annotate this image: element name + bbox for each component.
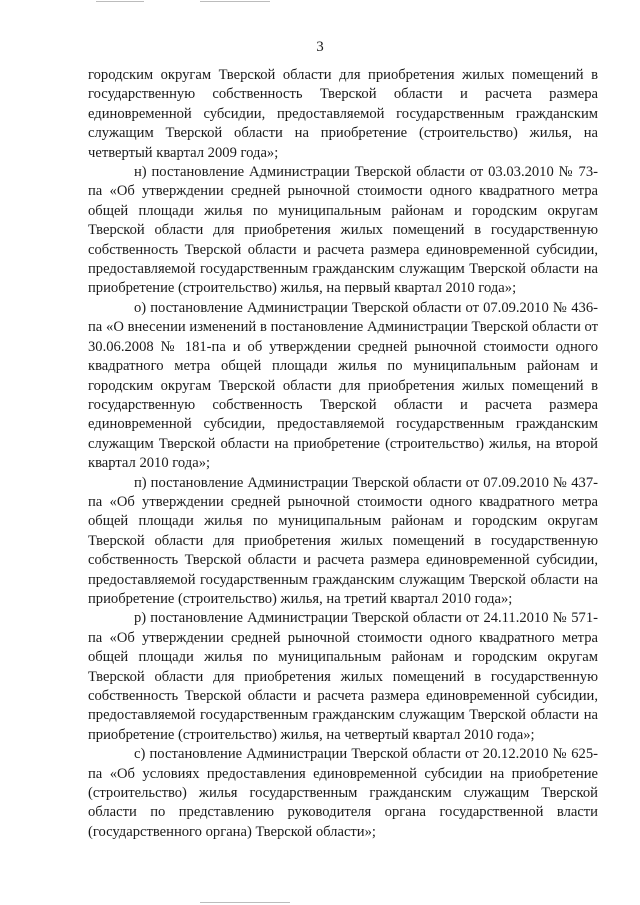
scan-artifact-line [200, 902, 290, 903]
scan-artifact-line [200, 1, 270, 2]
paragraph-item-s: с) постановление Администрации Тверской области от 20.12.2010 № 625-па «Об условиях предоставления единовременной субсидии на приобретение (строительство) жилья государственным гражданским служащим Тверской области по представлению руководителя органа государственной власти (государственного органа) Тверской области»; [88, 746, 598, 840]
page-number: 3 [316, 39, 324, 55]
scan-artifact-line [96, 1, 144, 2]
paragraph-item-p: п) постановление Администрации Тверской области от 07.09.2010 № 437-па «Об утверждении средней рыночной стоимости одного квадратного метра общей площади жилья по муниципальным районам и городским округам Тверской области для приобретения жилых помещений в государственную собственность Тверской области и расчета размера единовременной субсидии, предоставляемой государственным гражданским служащим Тверской области на приобретение (строительство) жилья, на третий квартал 2010 года»; [88, 474, 598, 607]
document-body [88, 66, 598, 842]
paragraph-item-o: о) постановление Администрации Тверской области от 07.09.2010 № 436-па «О внесении изменений в постановление Администрации Тверской области от 30.06.2008 № 181-па и об утверждении средней рыночной стоимости одного квадратного метра общей площади жилья по муниципальным районам и городским округам Тверской области для приобретения жилых помещений в государственную собственность Тверской области и расчета размера единовременной субсидии, предоставляемой государственным гражданским служащим Тверской области на приобретение (строительство) жилья, на второй квартал 2010 года»; [88, 299, 598, 472]
paragraph-item-r: р) постановление Администрации Тверской области от 24.11.2010 № 571-па «Об утверждении средней рыночной стоимости одного квадратного метра общей площади жилья по муниципальным районам и городским округам Тверской области для приобретения жилых помещений в государственную собственность Тверской области и расчета размера единовременной субсидии, предоставляемой государственным гражданским служащим Тверской области на приобретение (строительство) жилья, на четвертый квартал 2010 года»; [88, 610, 598, 743]
paragraph-continuation: городским округам Тверской области для приобретения жилых помещений в государственную собственность Тверской области и расчета размера единовременной субсидии, предоставляемой государственным гражданским служащим Тверской области на приобретение (строительство) жилья, на четвертый квартал 2009 года»; [88, 67, 598, 161]
paragraph-item-n: н) постановление Администрации Тверской области от 03.03.2010 № 73-па «Об утверждении средней рыночной стоимости одного квадратного метра общей площади жилья по муниципальным районам и городским округам Тверской области для приобретения жилых помещений в государственную собственность Тверской области и расчета размера единовременной субсидии, предоставляемой государственным гражданским служащим Тверской области на приобретение (строительство) жилья, на первый квартал 2010 года»; [88, 164, 598, 297]
